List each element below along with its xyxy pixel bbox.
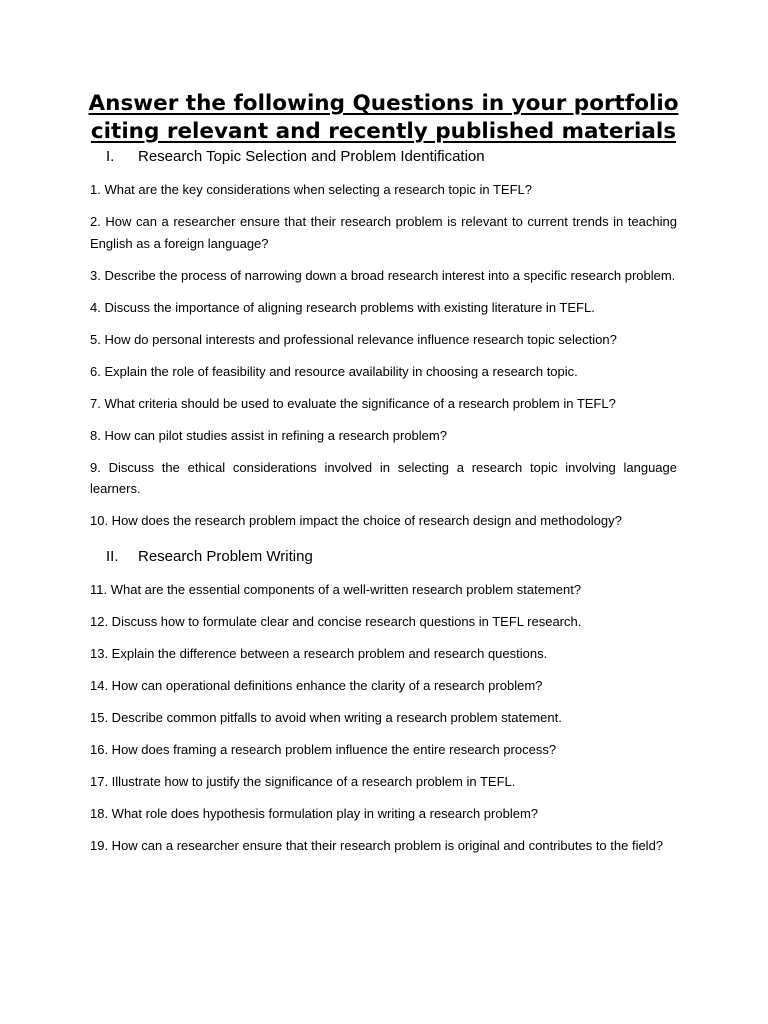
document-title: Answer the following Questions in your portfolio citing relevant and recently published materials	[88, 91, 679, 144]
question-9: 9. Discuss the ethical considerations involved in selecting a research topic involving language learners.	[90, 459, 677, 496]
question-19: 19. How can a researcher ensure that their research problem is original and contributes to the field?	[90, 837, 664, 853]
question-18: 18. What role does hypothesis formulation play in writing a research problem?	[90, 805, 539, 821]
question-3: 3. Describe the process of narrowing down a broad research interest into a specific research problem.	[90, 267, 676, 283]
section-number: I.	[106, 148, 115, 165]
question-4: 4. Discuss the importance of aligning research problems with existing literature in TEFL.	[90, 299, 595, 315]
question-6: 6. Explain the role of feasibility and resource availability in choosing a research topic.	[90, 363, 578, 379]
question-1: 1. What are the key considerations when selecting a research topic in TEFL?	[90, 182, 532, 197]
question-12: 12. Discuss how to formulate clear and concise research questions in TEFL research.	[90, 613, 582, 629]
question-2: 2. How can a researcher ensure that their research problem is relevant to current trends in teaching English as a foreign language?	[90, 214, 677, 251]
question-15: 15. Describe common pitfalls to avoid when writing a research problem statement.	[90, 709, 562, 725]
question-7: 7. What criteria should be used to evaluate the significance of a research problem in TEFL?	[90, 395, 616, 411]
question-11: 11. What are the essential components of a well-written research problem statement?	[90, 581, 582, 597]
section-title: Research Topic Selection and Problem Identification	[138, 148, 485, 165]
section-heading-1	[90, 147, 677, 167]
question-10: 10. How does the research problem impact the choice of research design and methodology?	[90, 513, 622, 528]
question-13: 13. Explain the difference between a research problem and research questions.	[90, 645, 548, 661]
question-14: 14. How can operational definitions enhance the clarity of a research problem?	[90, 677, 543, 693]
document-page	[90, 90, 677, 867]
section-heading-2	[90, 547, 677, 567]
question-8: 8. How can pilot studies assist in refining a research problem?	[90, 427, 447, 443]
section-number: II.	[106, 547, 119, 565]
question-17: 17. Illustrate how to justify the significance of a research problem in TEFL.	[90, 773, 516, 789]
question-5: 5. How do personal interests and professional relevance influence research topic selection?	[90, 331, 617, 347]
section-title: Research Problem Writing	[138, 547, 313, 565]
question-16: 16. How does framing a research problem influence the entire research process?	[90, 741, 557, 757]
